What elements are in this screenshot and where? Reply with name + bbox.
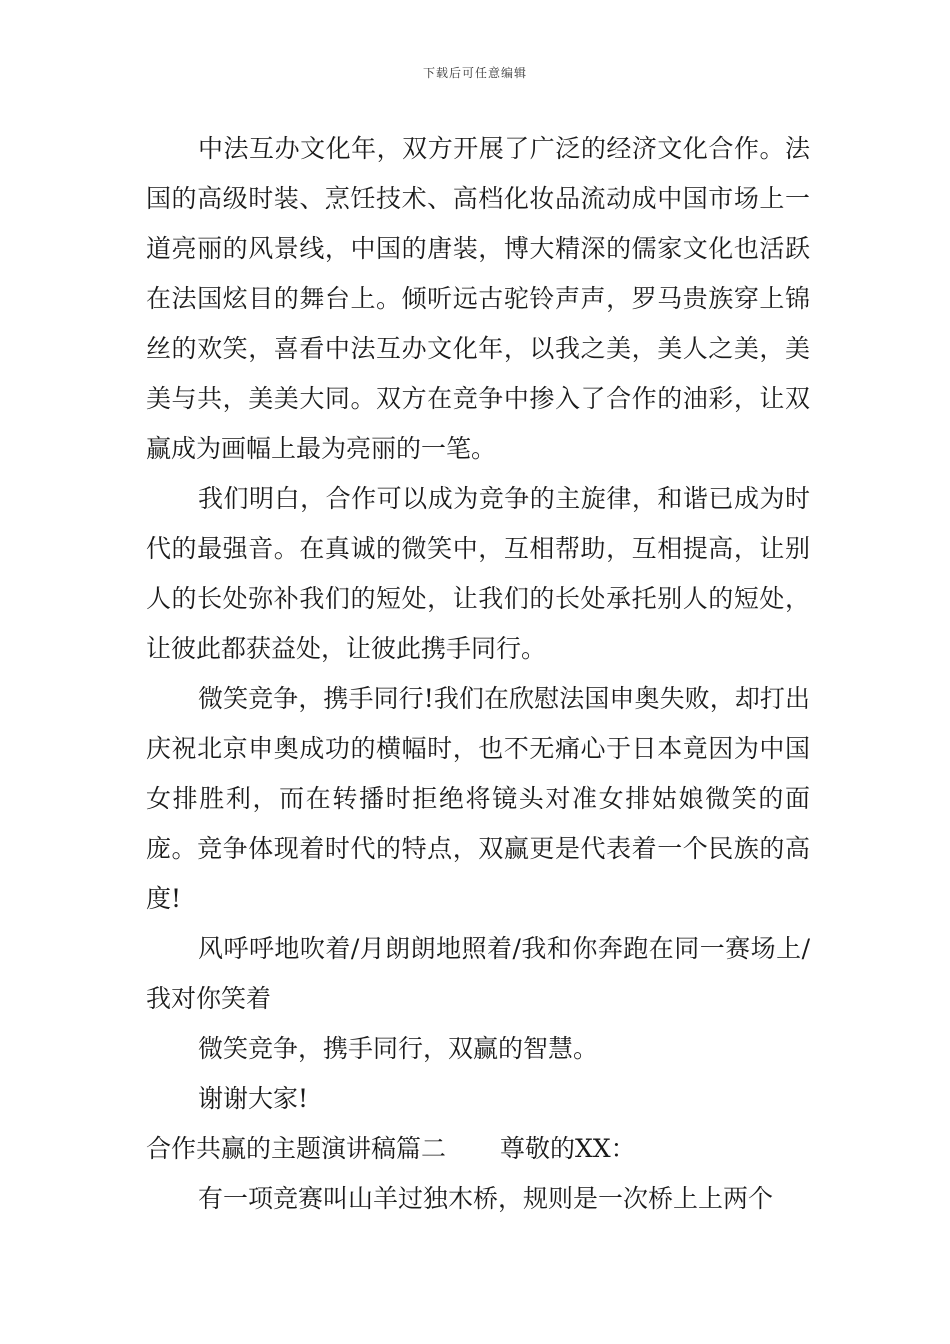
- paragraph: 微笑竞争，携手同行!我们在欣慰法国申奥失败，却打出庆祝北京申奥成功的横幅时，也不无痛心于日本竟因为中国女排胜利，而在转播时拒绝将镜头对准女排姑娘微笑的面庞。竞争体现着时代的特点，双赢更是代表着一个民族的高度!: [146, 684, 810, 913]
- paragraph: 有一项竞赛叫山羊过独木桥，规则是一次桥上上两个: [198, 1184, 774, 1213]
- page-header: 下载后可任意编辑: [422, 66, 527, 80]
- section-title: 合作共赢的主题演讲稿篇二: [146, 1134, 447, 1163]
- section-heading-line: [146, 1124, 810, 1174]
- paragraph: 微笑竞争，携手同行，双赢的智慧。: [198, 1034, 599, 1063]
- salutation: 尊敬的XX：: [500, 1134, 636, 1163]
- document-body: [146, 124, 810, 1224]
- paragraph: 谢谢大家!: [198, 1084, 309, 1113]
- paragraph: 风呼呼地吹着/月朗朗地照着/我和你奔跑在同一赛场上/我对你笑着: [146, 934, 810, 1013]
- paragraph: 我们明白，合作可以成为竞争的主旋律，和谐已成为时代的最强音。在真诚的微笑中，互相帮助，互相提高，让别人的长处弥补我们的短处，让我们的长处承托别人的短处，让彼此都获益处，让彼此携手同行。: [146, 484, 810, 663]
- paragraph: 中法互办文化年，双方开展了广泛的经济文化合作。法国的高级时装、烹饪技术、高档化妆品流动成中国市场上一道亮丽的风景线，中国的唐装，博大精深的儒家文化也活跃在法国炫目的舞台上。倾听远古驼铃声声，罗马贵族穿上锦丝的欢笑，喜看中法互办文化年，以我之美，美人之美，美美与共，美美大同。双方在竞争中掺入了合作的油彩，让双赢成为画幅上最为亮丽的一笔。: [146, 134, 810, 463]
